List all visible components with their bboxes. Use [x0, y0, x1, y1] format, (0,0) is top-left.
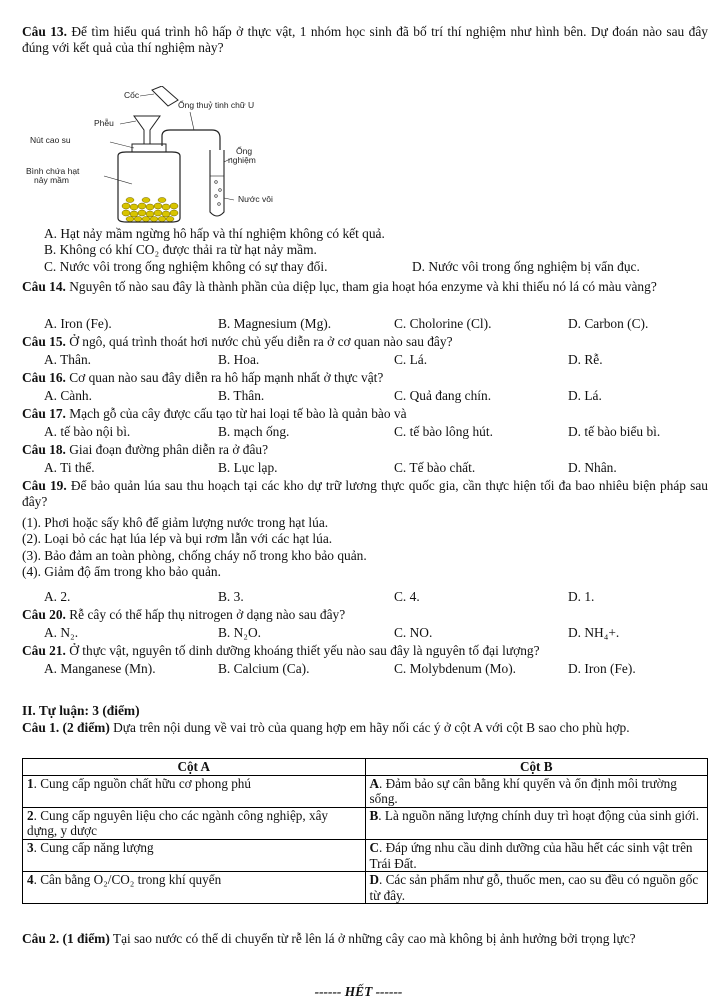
question-20: [22, 607, 708, 623]
q19-items: [22, 515, 708, 581]
option-b: B. Hoa.: [218, 352, 260, 367]
option-a: A. Iron (Fe).: [44, 316, 112, 331]
label-jar: Bình chứa hạt nảy mầm: [26, 166, 80, 185]
table-header-row: [23, 759, 708, 776]
option-c: C. Quả đang chín.: [394, 388, 492, 403]
question-text: Mạch gỗ của cây được cấu tạo từ hai loại tế bào là quản bào và: [65, 406, 407, 421]
cell-b: . Các sản phẩm như gỗ, thuốc men, cao su đều có nguồn gốc từ đây.: [369, 872, 699, 903]
option-d: D. Rễ.: [568, 352, 603, 367]
question-text: Ở thực vật, nguyên tố dinh dưỡng khoáng thiết yếu nào sau đây là nguyên tố đại lượng?: [65, 643, 540, 658]
footer-end-mark: ------ HẾT ------: [314, 984, 403, 999]
question-text: Cơ quan nào sau đây diễn ra hô hấp mạnh nhất ở thực vật?: [65, 370, 384, 385]
question-text: Tại sao nước có thể di chuyển từ rễ lên lá ở những cây cao mà không bị ảnh hưởng bởi trọng lực?: [109, 931, 636, 946]
question-number: Câu 15.: [22, 334, 66, 349]
option-a: A. Cành.: [44, 388, 92, 403]
essay-question-1: [22, 720, 708, 736]
label-lime-water: Nước vôi: [238, 194, 273, 204]
question-18: [22, 442, 708, 458]
option-c: C. Molybdenum (Mo).: [394, 661, 516, 676]
list-item: (4). Giảm độ ẩm trong kho bảo quản.: [22, 564, 221, 580]
option-c: C. Lá.: [394, 352, 428, 367]
option-a: A. Manganese (Mn).: [44, 661, 156, 676]
question-text: Giai đoạn đường phân diễn ra ở đâu?: [65, 442, 269, 457]
label-funnel: Phễu: [94, 118, 114, 128]
question-text: Để tìm hiểu quá trình hô hấp ở thực vật, 1 nhóm học sinh đã bố trí thí nghiệm như hình bên. Dự đoán nào sau đây đúng với kết quả của thí nghiệm này?: [22, 24, 708, 56]
option-a: A. Thân.: [44, 352, 91, 367]
column-header-b: Cột B: [365, 759, 708, 776]
question-number: Câu 18.: [22, 442, 66, 457]
funnel-shape: [134, 116, 160, 146]
option-a: A. Ti thể.: [44, 460, 95, 475]
option-b: B. Không có khí CO₂ được thải ra từ hạt nảy mầm.: [44, 242, 317, 258]
q13-options: [22, 226, 708, 275]
option-a: A. 2.: [44, 589, 71, 604]
question-text: Rễ cây có thể hấp thụ nitrogen ở dạng nào sau đây?: [65, 607, 346, 622]
question-text: Để bảo quản lúa sau thu hoạch tại các kho dự trữ lương thực quốc gia, cần thực hiện tối đa bao nhiêu biện pháp sau đây?: [22, 478, 708, 510]
option-d: D. 1.: [568, 589, 595, 604]
cell-b: . Đảm bảo sự cân bằng khí quyển và ổn định môi trường sống.: [369, 775, 677, 807]
cell-a: . Cung cấp năng lượng: [33, 839, 154, 855]
option-d: D. Lá.: [568, 388, 602, 403]
question-number: Câu 17.: [22, 406, 66, 421]
option-c: C. 4.: [394, 589, 420, 604]
label-cup: Cốc: [124, 90, 140, 100]
option-d: D. Carbon (C).: [568, 316, 649, 331]
option-b: B. Calcium (Ca).: [218, 661, 310, 676]
question-text: Ở ngô, quá trình thoát hơi nước chủ yếu diễn ra ở cơ quan nào sau đây?: [65, 334, 453, 349]
label-stopper: Nút cao su: [30, 135, 71, 145]
option-d: D. NH₄+.: [568, 625, 620, 640]
option-b: B. Magnesium (Mg).: [218, 316, 332, 331]
cell-a: . Cung cấp nguồn chất hữu cơ phong phú: [33, 775, 251, 791]
option-b: B. 3.: [218, 589, 244, 604]
essay-question-2: [22, 931, 708, 947]
option-d: D. Iron (Fe).: [568, 661, 636, 676]
option-b: B. mạch ống.: [218, 424, 290, 439]
question-15: [22, 334, 708, 350]
table-row: 4. Cân bằng O₂/CO₂ trong khí quyển D. Các sản phẩm như gỗ, thuốc men, cao su đều có nguồn gốc từ đây.: [23, 872, 708, 904]
question-21: [22, 643, 708, 659]
option-c: C. Cholorine (Cl).: [394, 316, 492, 331]
matching-table: [22, 758, 708, 904]
table-row: 1. Cung cấp nguồn chất hữu cơ phong phú A. Đảm bảo sự cân bằng khí quyển và ổn định môi trường sống.: [23, 775, 708, 807]
question-number: Câu 14.: [22, 279, 66, 294]
question-number: Câu 21.: [22, 643, 66, 658]
option-a: A. Hạt nảy mầm ngừng hô hấp và thí nghiệm không có kết quả.: [44, 226, 385, 241]
question-13: [22, 24, 708, 57]
option-d: D. Nước vôi trong ống nghiệm bị vẩn đục.: [412, 258, 640, 274]
question-19: [22, 478, 708, 511]
cell-b: . Đáp ứng nhu cầu dinh dưỡng của hầu hết các sinh vật trên Trái Đất.: [369, 839, 693, 871]
option-c: C. NO.: [394, 625, 433, 640]
label-u-tube: Ống thuỷ tinh chữ U: [178, 100, 255, 110]
cell-a: . Cân bằng O₂/CO₂ trong khí quyển: [33, 872, 222, 888]
option-b: B. Thân.: [218, 388, 265, 403]
cup-shape: [152, 86, 178, 106]
option-a: A. tế bào nội bì.: [44, 424, 131, 439]
label-test-tube: Ống nghiệm: [228, 146, 256, 165]
question-number: Câu 19.: [22, 478, 67, 493]
table-row: 2. Cung cấp nguyên liệu cho các ngành công nghiệp, xây dựng, y dược B. Là nguồn năng lượng chính duy trì hoạt động của sinh giới.: [23, 807, 708, 839]
option-b: B. Lục lạp.: [218, 460, 278, 475]
option-c: C. Nước vôi trong ống nghiệm không có sự thay đổi.: [44, 258, 328, 274]
question-number: Câu 2. (1 điểm): [22, 931, 110, 946]
option-a: A. N₂.: [44, 625, 79, 640]
experiment-figure: [22, 86, 322, 226]
section-title: II. Tự luận: 3 (điểm): [22, 703, 140, 718]
cell-a: . Cung cấp nguyên liệu cho các ngành công nghiệp, xây dựng, y dược: [27, 807, 329, 839]
list-item: (1). Phơi hoặc sấy khô để giảm lượng nước trong hạt lúa.: [22, 515, 329, 530]
question-text: Dựa trên nội dung về vai trò của quang hợp em hãy nối các ý ở cột A với cột B sao cho phù hợp.: [109, 720, 630, 735]
question-number: Câu 13.: [22, 24, 67, 39]
option-c: C. Tế bào chất.: [394, 460, 476, 475]
question-17: [22, 406, 708, 422]
question-14: [22, 279, 708, 295]
list-item: (2). Loại bỏ các hạt lúa lép và bụi rơm lẫn với các hạt lúa.: [22, 531, 333, 547]
table-row: 3. Cung cấp năng lượng C. Đáp ứng nhu cầu dinh dưỡng của hầu hết các sinh vật trên Trái Đất.: [23, 839, 708, 871]
column-header-a: Cột A: [23, 759, 366, 776]
question-number: Câu 1. (2 điểm): [22, 720, 110, 735]
option-d: D. tế bào biểu bì.: [568, 424, 661, 439]
question-text: Nguyên tố nào sau đây là thành phần của diệp lục, tham gia hoạt hóa enzyme và khi thiếu nó lá có màu vàng?: [65, 279, 657, 294]
option-c: C. tế bào lông hút.: [394, 424, 493, 439]
question-number: Câu 20.: [22, 607, 66, 622]
option-d: D. Nhân.: [568, 460, 617, 475]
question-number: Câu 16.: [22, 370, 66, 385]
option-b: B. N₂O.: [218, 625, 261, 640]
list-item: (3). Bảo đảm an toàn phòng, chống cháy nổ trong kho bảo quản.: [22, 547, 367, 563]
question-16: [22, 370, 708, 386]
cell-b: . Là nguồn năng lượng chính duy trì hoạt động của sinh giới.: [378, 807, 699, 823]
